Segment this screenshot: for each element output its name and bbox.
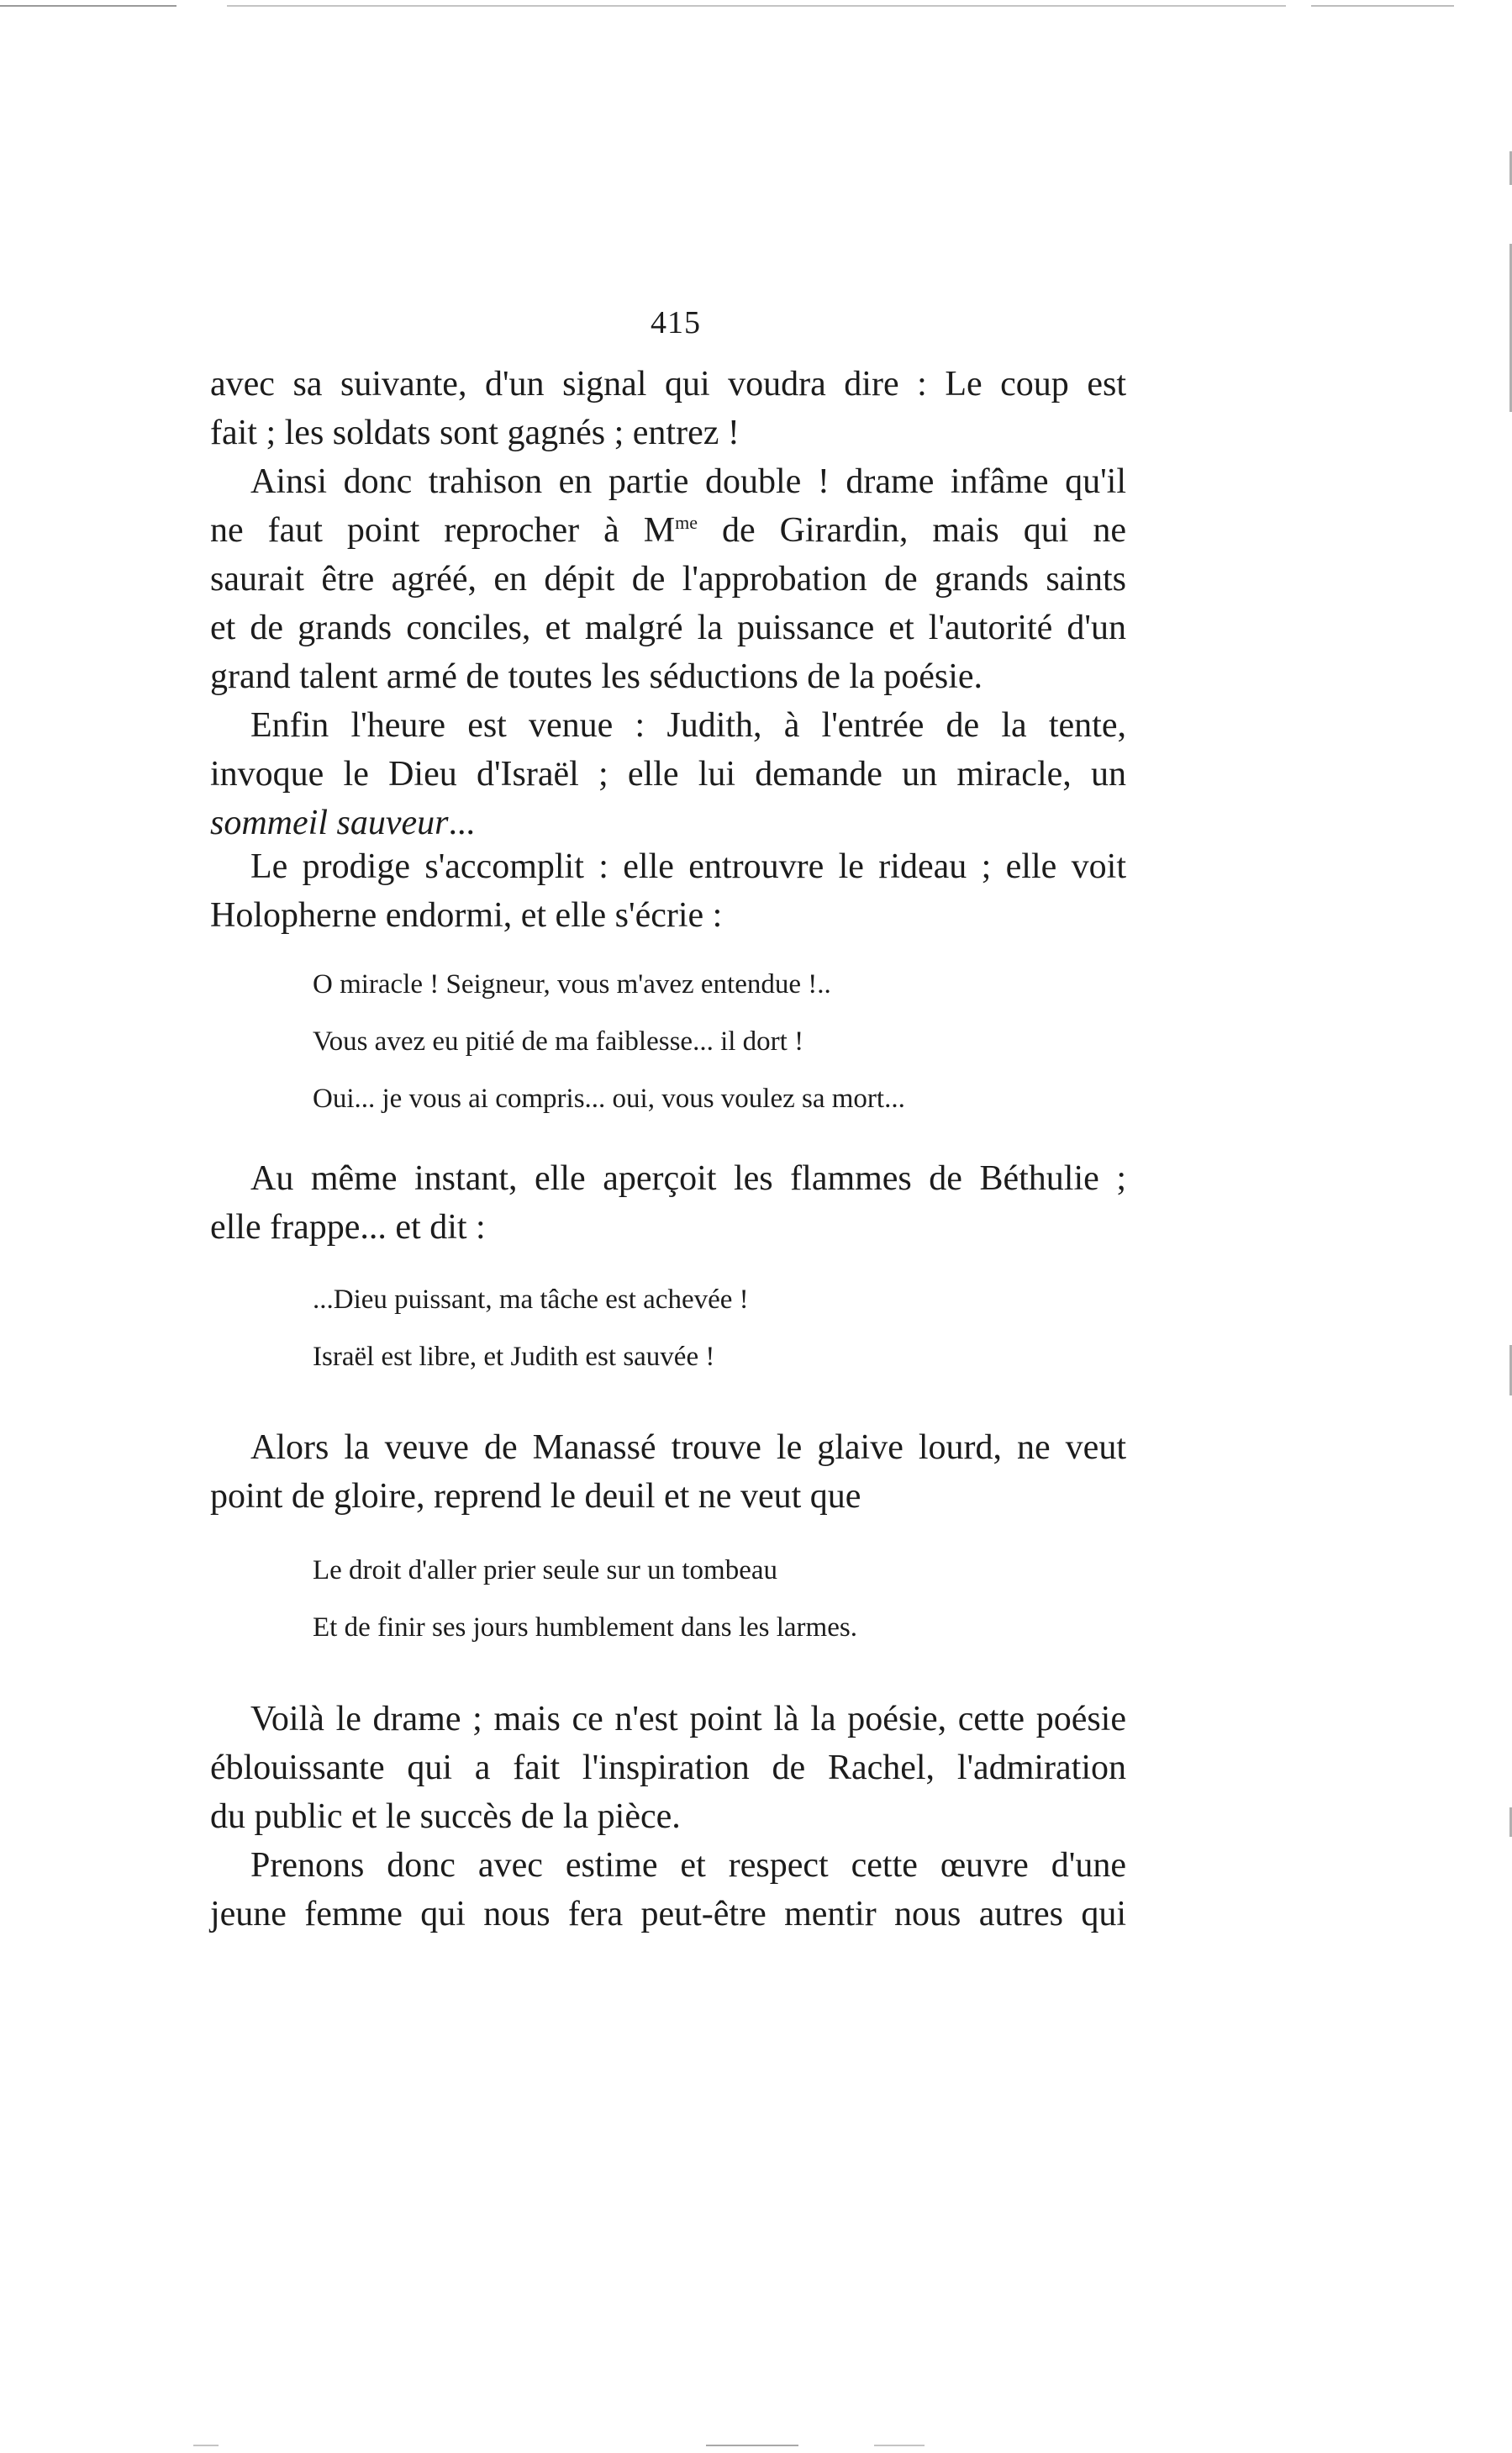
text-line: jeune femme qui nous fera peut-être mentir nous autres qui — [210, 1895, 1126, 1933]
verse-quote-3 — [313, 1542, 857, 1656]
verse-line: Oui... je vous ai compris... oui, vous voulez sa mort... — [313, 1084, 905, 1114]
verse-quote-2 — [313, 1271, 749, 1385]
text-line: Ainsi donc trahison en partie double ! drame infâme qu'il — [250, 462, 1126, 501]
paragraph-5 — [210, 1154, 1126, 1252]
text-line: Le prodige s'accomplit : elle entrouvre le rideau ; elle voit — [250, 847, 1126, 886]
top-scan-rule-mid — [227, 5, 1286, 7]
verse-line: O miracle ! Seigneur, vous m'avez entendue !.. — [313, 969, 831, 1000]
text-segment: de Girardin, mais qui ne — [697, 511, 1126, 550]
text-line: elle frappe... et dit : — [210, 1208, 486, 1247]
top-scan-rule-left — [0, 5, 176, 7]
text-line: Alors la veuve de Manassé trouve le glaive lourd, ne veut — [250, 1428, 1126, 1467]
text-line: invoque le Dieu d'Israël ; elle lui demande un miracle, un — [210, 755, 1126, 794]
text-line: éblouissante qui a fait l'inspiration de Rachel, l'admiration — [210, 1749, 1126, 1787]
text-line: avec sa suivante, d'un signal qui voudra dire : Le coup est — [210, 365, 1126, 404]
text-line: Au même instant, elle aperçoit les flammes de Béthulie ; — [250, 1159, 1126, 1198]
text-line: Enfin l'heure est venue : Judith, à l'entrée de la tente, — [250, 706, 1126, 745]
text-line — [210, 506, 1126, 555]
text-segment: ... — [448, 804, 475, 842]
text-line: fait ; les soldats sont gagnés ; entrez ! — [210, 414, 740, 452]
verse-line: Et de finir ses jours humblement dans les larmes. — [313, 1612, 857, 1643]
bottom-scan-rule-1 — [193, 2445, 219, 2446]
text-line: Holopherne endormi, et elle s'écrie : — [210, 896, 723, 935]
paragraph-7 — [210, 1695, 1126, 1841]
paragraph-4 — [210, 842, 1126, 940]
verse-line: ...Dieu puissant, ma tâche est achevée ! — [313, 1285, 749, 1315]
verse-line: Vous avez eu pitié de ma faiblesse... il dort ! — [313, 1026, 804, 1057]
paragraph-1 — [210, 360, 1126, 457]
paragraph-8 — [210, 1841, 1126, 1939]
text-segment: ne faut point reprocher à M — [210, 511, 676, 550]
text-line: du public et le succès de la pièce. — [210, 1797, 681, 1836]
text-line — [210, 799, 1126, 847]
bottom-scan-rule-2 — [706, 2445, 798, 2446]
italic-phrase: sommeil sauveur — [210, 804, 449, 842]
paragraph-2 — [210, 457, 1126, 701]
paragraph-6 — [210, 1423, 1126, 1521]
verse-line: Israël est libre, et Judith est sauvée ! — [313, 1342, 715, 1372]
top-scan-rule-right — [1311, 5, 1454, 7]
page-number: 415 — [651, 305, 701, 340]
text-line: grand talent armé de toutes les séductions de la poésie. — [210, 657, 983, 696]
verse-line: Le droit d'aller prier seule sur un tombeau — [313, 1555, 778, 1585]
text-line: Voilà le drame ; mais ce n'est point là la poésie, cette poésie — [250, 1700, 1126, 1738]
verse-quote-1 — [313, 956, 905, 1127]
text-line: saurait être agréé, en dépit de l'approbation de grands saints — [210, 560, 1126, 599]
superscript-abbreviation: me — [675, 512, 698, 533]
bottom-scan-rule-3 — [874, 2445, 925, 2446]
text-line: et de grands conciles, et malgré la puissance et l'autorité d'un — [210, 609, 1126, 647]
text-line: point de gloire, reprend le deuil et ne veut que — [210, 1477, 861, 1516]
paragraph-3 — [210, 701, 1126, 847]
text-line: Prenons donc avec estime et respect cette œuvre d'une — [250, 1846, 1126, 1885]
